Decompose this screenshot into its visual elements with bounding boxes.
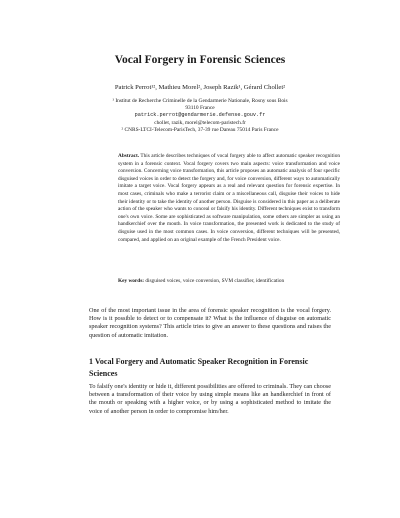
affiliation-2: ² CNRS-LTCI-Telecom-ParisTech, 37-39 rue Dareau 75014 Paris France bbox=[121, 126, 279, 133]
author-email: patrick.perrot@gendarmerie.defense.gouv.fr bbox=[134, 112, 266, 119]
keywords-text: disguised voices, voice conversion, SVM classifier, identification bbox=[145, 278, 285, 284]
keywords bbox=[118, 278, 340, 286]
keywords-label: Key words: bbox=[118, 278, 145, 284]
abstract-label: Abstract. bbox=[118, 153, 140, 159]
abstract bbox=[118, 153, 340, 244]
abstract-text: This article describes techniques of vocal forgery able to affect automatic speaker recognition system in a forensic context. Vocal forgery covers two main aspects: voice transformation and voice conversion. Concerning voice transformation, this article proposes an automatic analysis of four specific disguised voices in order to detect the forgery and, for voice conversion, different ways to automatically imitate a target voice. Vocal forgery appears as a real and relevant question for forensic expertise. In most cases, criminals who make a terrorist claim or a miscellaneous call, disguise their voices to hide their identity or to take the identity of another person. Disguise is considered in this paper as a deliberate action of the speaker who wants to conceal or falsify his identity. Different techniques exist to transform one's own voice. Some are sophisticated as software manipulation, some others are simpler as using an handkerchief over the mouth. In voice transformation, the presented work is dedicated to the study of disguise used in the most common cases. In voice conversion, different techniques will be presented, compared, and applied on an original example of the French President voice. bbox=[118, 153, 341, 243]
section-heading: 1 Vocal Forgery and Automatic Speaker Recognition in Forensic Sciences bbox=[89, 357, 309, 378]
affiliations bbox=[84, 98, 316, 134]
author-emails: chollet, razik, morel@telecom-paristech.fr bbox=[154, 119, 246, 126]
affiliation-1: ¹ Institut de Recherche Criminelle de la Gendarmerie Nationale, Rosny sous Bois bbox=[112, 98, 288, 104]
paper-title: Vocal Forgery in Forensic Sciences bbox=[114, 54, 286, 66]
affiliation-1-city: 93110 France bbox=[185, 105, 215, 112]
author-list: Patrick Perrot¹², Mathieu Morel², Joseph Razik¹, Gérard Chollet² bbox=[114, 84, 286, 91]
intro-paragraph: One of the most important issue in the area of forensic speaker recognition is the vocal forgery. How is it possible to detect or to compensate it? What is the influence of disguise on automatic speaker recognition systems? This article tries to give an answer to these questions and raises the question of automatic imitation. bbox=[89, 307, 331, 339]
section-body: To falsify one's identity or hide it, different possibilities are offered to criminals. They can choose between a transformation of their voice by using simple means like an handkerchief in front of the mouth or speaking with a higher voice, or by using a sophisticated method to imitate the voice of another person in order to compromise him/her. bbox=[89, 383, 331, 415]
